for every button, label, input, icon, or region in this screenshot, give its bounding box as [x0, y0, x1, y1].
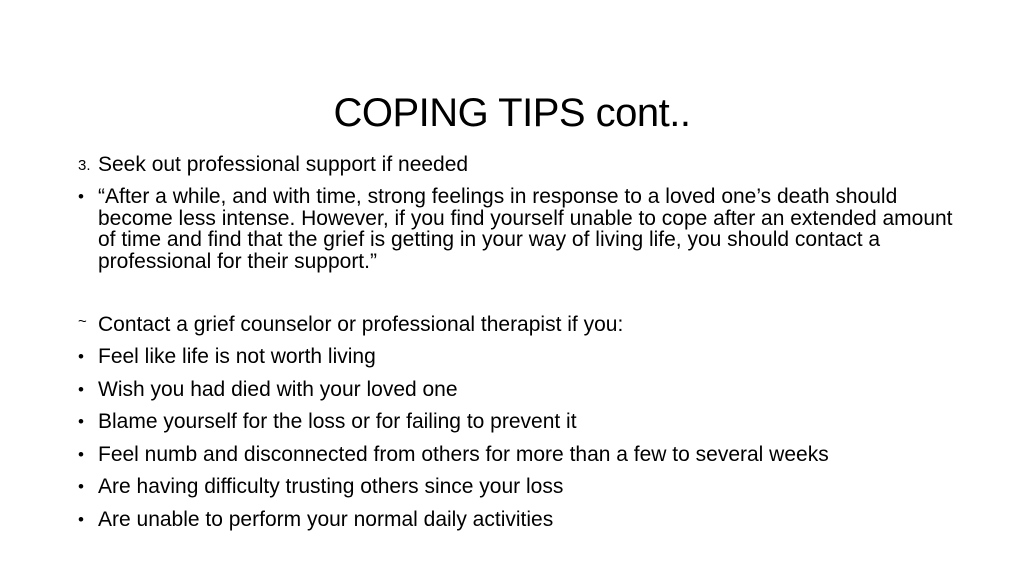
- list-item: [78, 409, 958, 442]
- bullet-icon: •: [78, 477, 84, 496]
- list-item-text: Feel numb and disconnected from others for more than a few to several weeks: [98, 442, 829, 466]
- bullet-icon: •: [78, 379, 84, 399]
- list-item: [78, 442, 958, 475]
- bullet-icon: •: [78, 347, 84, 366]
- bullet-icon: •: [78, 412, 84, 431]
- spacer: [78, 272, 958, 312]
- quote-paragraph: [78, 186, 958, 272]
- list-item: [78, 474, 958, 507]
- section-heading-text: Seek out professional support if needed: [98, 153, 469, 176]
- slide-content: [78, 152, 958, 539]
- list-item-text: Blame yourself for the loss or for failing to prevent it: [98, 410, 577, 433]
- counselor-heading: [78, 312, 958, 344]
- section-heading: [78, 152, 958, 184]
- counselor-heading-text: Contact a grief counselor or professional therapist if you:: [98, 313, 624, 336]
- list-item-text: Feel like life is not worth living: [98, 345, 376, 368]
- bullet-icon: •: [78, 187, 84, 206]
- bullet-icon: •: [78, 444, 84, 464]
- number-marker: 3.: [78, 157, 91, 174]
- bullet-icon: •: [78, 509, 84, 529]
- list-item: [78, 377, 958, 410]
- slide-title: COPING TIPS cont..: [333, 90, 691, 135]
- list-item: [78, 344, 958, 377]
- list-item: [78, 507, 958, 540]
- list-item-text: Are having difficulty trusting others since your loss: [98, 475, 564, 498]
- list-item-text: Are unable to perform your normal daily activities: [98, 507, 554, 531]
- tilde-marker: ~: [78, 313, 87, 330]
- list-item-text: Wish you had died with your loved one: [98, 377, 458, 401]
- quote-text: “After a while, and with time, strong feelings in response to a loved one’s death should become less intense. However, if you find yourself unable to cope after an extended amount of time and find that the grief is getting in your way of living life, you should contact a professional for their support.”: [98, 185, 953, 273]
